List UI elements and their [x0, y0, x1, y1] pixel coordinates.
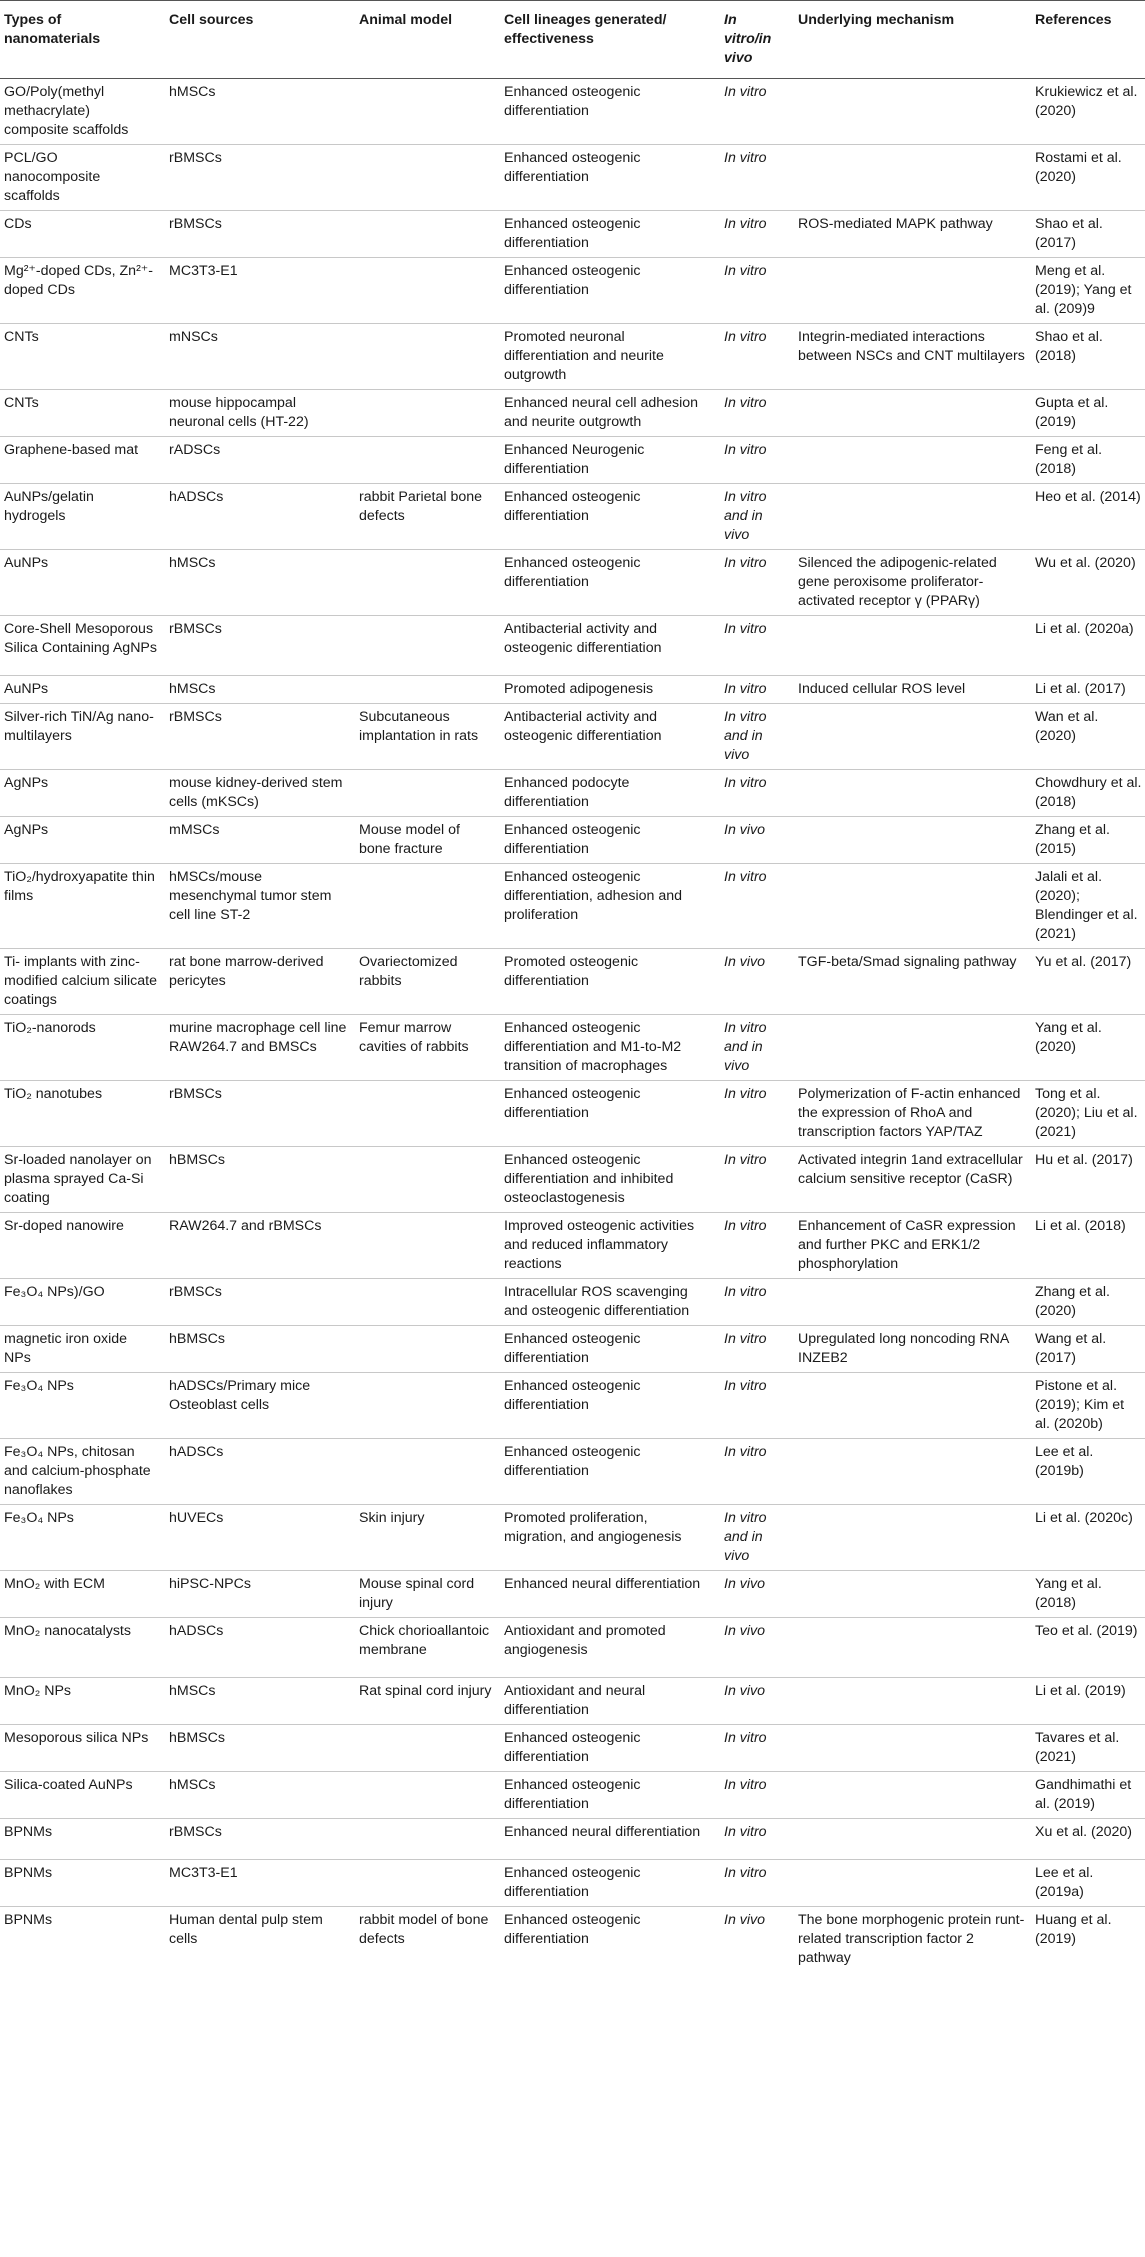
- cell-lineage: Antibacterial activity and osteogenic differentiation: [500, 616, 720, 676]
- cell-mode: In vitro: [720, 211, 794, 258]
- cell-refs: Zhang et al. (2020): [1031, 1279, 1145, 1326]
- cell-refs: Xu et al. (2020): [1031, 1819, 1145, 1860]
- table-row: [0, 390, 1145, 437]
- cell-mechanism: [794, 1439, 1031, 1505]
- cell-mode: In vitro: [720, 1819, 794, 1860]
- table-row: [0, 1819, 1145, 1860]
- cell-source: hADSCs: [165, 1439, 355, 1505]
- cell-lineage: Enhanced osteogenic differentiation and M1-to-M2 transition of macrophages: [500, 1015, 720, 1081]
- cell-animal: Mouse spinal cord injury: [355, 1571, 500, 1618]
- cell-refs: Pistone et al. (2019); Kim et al. (2020b): [1031, 1373, 1145, 1439]
- table-row: [0, 484, 1145, 550]
- cell-mode: In vitro: [720, 864, 794, 949]
- table-row: [0, 1618, 1145, 1678]
- cell-mechanism: [794, 616, 1031, 676]
- cell-type: Sr-doped nanowire: [0, 1213, 165, 1279]
- table-row: [0, 704, 1145, 770]
- cell-type: MnO₂ with ECM: [0, 1571, 165, 1618]
- cell-mechanism: [794, 1618, 1031, 1678]
- cell-mode: In vitro: [720, 1373, 794, 1439]
- table-row: [0, 1373, 1145, 1439]
- cell-lineage: Promoted adipogenesis: [500, 676, 720, 704]
- cell-refs: Feng et al. (2018): [1031, 437, 1145, 484]
- cell-lineage: Antioxidant and neural differentiation: [500, 1678, 720, 1725]
- cell-animal: [355, 1439, 500, 1505]
- cell-lineage: Enhanced osteogenic differentiation: [500, 817, 720, 864]
- cell-lineage: Enhanced osteogenic differentiation, adhesion and proliferation: [500, 864, 720, 949]
- table-body: [0, 79, 1145, 1973]
- header-in-vitro-in-vivo: In vitro/in vivo: [720, 1, 794, 79]
- cell-refs: Chowdhury et al. (2018): [1031, 770, 1145, 817]
- cell-animal: [355, 145, 500, 211]
- cell-animal: [355, 1860, 500, 1907]
- cell-refs: Li et al. (2020c): [1031, 1505, 1145, 1571]
- cell-lineage: Intracellular ROS scavenging and osteogenic differentiation: [500, 1279, 720, 1326]
- cell-refs: Zhang et al. (2015): [1031, 817, 1145, 864]
- cell-animal: rabbit Parietal bone defects: [355, 484, 500, 550]
- cell-refs: Jalali et al. (2020); Blendinger et al. (2021): [1031, 864, 1145, 949]
- cell-refs: Gupta et al. (2019): [1031, 390, 1145, 437]
- cell-animal: [355, 258, 500, 324]
- cell-lineage: Antibacterial activity and osteogenic differentiation: [500, 704, 720, 770]
- cell-refs: Meng et al. (2019); Yang et al. (209)9: [1031, 258, 1145, 324]
- cell-mode: In vivo: [720, 1678, 794, 1725]
- cell-mechanism: Integrin-mediated interactions between NSCs and CNT multilayers: [794, 324, 1031, 390]
- cell-lineage: Enhanced osteogenic differentiation: [500, 1373, 720, 1439]
- cell-mode: In vivo: [724, 1912, 766, 1928]
- cell-type: Sr-loaded nanolayer on plasma sprayed Ca-Si coating: [0, 1147, 165, 1213]
- cell-type: CNTs: [0, 324, 165, 390]
- cell-refs: Hu et al. (2017): [1031, 1147, 1145, 1213]
- cell-type: magnetic iron oxide NPs: [0, 1326, 165, 1373]
- cell-refs: Lee et al. (2019b): [1031, 1439, 1145, 1505]
- cell-lineage: Enhanced osteogenic differentiation: [500, 1326, 720, 1373]
- cell-source: hMSCs/mouse mesenchymal tumor stem cell line ST-2: [165, 864, 355, 949]
- cell-type: Silver-rich TiN/Ag nano-multilayers: [0, 704, 165, 770]
- cell-source: rBMSCs: [165, 1081, 355, 1147]
- cell-mechanism: Enhancement of CaSR expression and further PKC and ERK1/2 phosphorylation: [794, 1213, 1031, 1279]
- cell-source: rBMSCs: [165, 1279, 355, 1326]
- cell-lineage: Enhanced osteogenic differentiation: [500, 484, 720, 550]
- header-cell-lineages: Cell lineages generated/ effectiveness: [500, 1, 720, 79]
- cell-source: hADSCs: [165, 1618, 355, 1678]
- cell-lineage: Enhanced neural differentiation: [500, 1571, 720, 1618]
- cell-mechanism: [794, 1373, 1031, 1439]
- cell-type: Fe₃O₄ NPs: [0, 1373, 165, 1439]
- cell-mode: In vitro: [720, 437, 794, 484]
- cell-type: Core-Shell Mesoporous Silica Containing AgNPs: [0, 616, 165, 676]
- cell-mode: In vitro: [720, 676, 794, 704]
- cell-mode: In vitro: [720, 1279, 794, 1326]
- cell-refs: Krukiewicz et al. (2020): [1031, 79, 1145, 145]
- cell-refs: Li et al. (2018): [1031, 1213, 1145, 1279]
- cell-type: Silica-coated AuNPs: [0, 1772, 165, 1819]
- cell-mode: In vitro: [720, 390, 794, 437]
- table-row: [0, 1725, 1145, 1772]
- cell-mechanism: [794, 770, 1031, 817]
- cell-source: rBMSCs: [165, 1819, 355, 1860]
- cell-source: rBMSCs: [165, 704, 355, 770]
- cell-source: hBMSCs: [165, 1147, 355, 1213]
- cell-refs: Li et al. (2020a): [1031, 616, 1145, 676]
- cell-source: rBMSCs: [165, 211, 355, 258]
- cell-type: Ti- implants with zinc-modified calcium silicate coatings: [0, 949, 165, 1015]
- header-animal-model: Animal model: [355, 1, 500, 79]
- cell-source: hUVECs: [165, 1505, 355, 1571]
- table-row: [0, 79, 1145, 145]
- table-row: [0, 550, 1145, 616]
- cell-mode: In vitro: [720, 550, 794, 616]
- cell-mode: In vitro: [720, 324, 794, 390]
- cell-lineage: Enhanced osteogenic differentiation: [500, 1439, 720, 1505]
- cell-lineage: Enhanced osteogenic differentiation and inhibited osteoclastogenesis: [500, 1147, 720, 1213]
- cell-source: rADSCs: [165, 437, 355, 484]
- cell-refs: Gandhimathi et al. (2019): [1031, 1772, 1145, 1819]
- cell-type: MnO₂ NPs: [0, 1678, 165, 1725]
- cell-mode: In vivo: [720, 817, 794, 864]
- cell-animal: [355, 1081, 500, 1147]
- table-row: [0, 1213, 1145, 1279]
- cell-mechanism: [794, 1725, 1031, 1772]
- header-types: Types of nanomaterials: [0, 1, 165, 79]
- cell-mode: In vitro: [720, 1725, 794, 1772]
- cell-type: AgNPs: [0, 770, 165, 817]
- table-row: [0, 1860, 1145, 1907]
- cell-type: Fe₃O₄ NPs)/GO: [0, 1279, 165, 1326]
- cell-refs: Li et al. (2019): [1031, 1678, 1145, 1725]
- cell-animal: Mouse model of bone fracture: [355, 817, 500, 864]
- cell-animal: [355, 1213, 500, 1279]
- cell-source: hADSCs/Primary mice Osteoblast cells: [165, 1373, 355, 1439]
- cell-lineage: Enhanced Neurogenic differentiation: [500, 437, 720, 484]
- table-row: [0, 676, 1145, 704]
- cell-mechanism: [794, 390, 1031, 437]
- cell-animal: [355, 676, 500, 704]
- table-row: [0, 1678, 1145, 1725]
- cell-mechanism: [794, 1571, 1031, 1618]
- cell-mechanism: [794, 258, 1031, 324]
- cell-mechanism: Upregulated long noncoding RNA INZEB2: [794, 1326, 1031, 1373]
- cell-type: TiO₂/hydroxyapatite thin films: [0, 864, 165, 949]
- cell-mechanism: [794, 1015, 1031, 1081]
- cell-mechanism: TGF-beta/Smad signaling pathway: [794, 949, 1031, 1015]
- table-row: [0, 437, 1145, 484]
- cell-mechanism: [794, 145, 1031, 211]
- cell-mode: In vitro: [720, 1213, 794, 1279]
- table-row: [0, 1326, 1145, 1373]
- cell-lineage: Enhanced osteogenic differentiation: [500, 145, 720, 211]
- cell-type: Graphene-based mat: [0, 437, 165, 484]
- cell-source: mouse kidney-derived stem cells (mKSCs): [165, 770, 355, 817]
- cell-lineage: Antioxidant and promoted angiogenesis: [500, 1618, 720, 1678]
- cell-mechanism: [794, 817, 1031, 864]
- cell-refs: Shao et al. (2018): [1031, 324, 1145, 390]
- cell-mechanism: Induced cellular ROS level: [794, 676, 1031, 704]
- cell-type: AuNPs: [0, 550, 165, 616]
- cell-lineage: Enhanced osteogenic differentiation: [500, 79, 720, 145]
- cell-mechanism: [794, 864, 1031, 949]
- cell-refs: Wang et al. (2017): [1031, 1326, 1145, 1373]
- cell-lineage: Enhanced osteogenic differentiation: [500, 1860, 720, 1907]
- cell-animal: [355, 616, 500, 676]
- cell-type: AuNPs/gelatin hydrogels: [0, 484, 165, 550]
- cell-animal: Ovariectomized rabbits: [355, 949, 500, 1015]
- cell-source: rat bone marrow-derived pericytes: [165, 949, 355, 1015]
- cell-mechanism: [794, 1860, 1031, 1907]
- cell-animal: [355, 211, 500, 258]
- cell-refs: Yang et al. (2018): [1031, 1571, 1145, 1618]
- cell-source: hMSCs: [165, 550, 355, 616]
- header-row: [0, 1, 1145, 79]
- cell-refs: Tong et al. (2020); Liu et al. (2021): [1031, 1081, 1145, 1147]
- cell-mode: In vivo: [720, 1618, 794, 1678]
- cell-mechanism: [794, 704, 1031, 770]
- cell-animal: [355, 864, 500, 949]
- cell-source: mouse hippocampal neuronal cells (HT-22): [165, 390, 355, 437]
- cell-lineage: Promoted proliferation, migration, and angiogenesis: [500, 1505, 720, 1571]
- table-row: [0, 770, 1145, 817]
- cell-animal: Rat spinal cord injury: [355, 1678, 500, 1725]
- cell-mechanism: ROS-mediated MAPK pathway: [794, 211, 1031, 258]
- cell-type: TiO₂ nanotubes: [0, 1081, 165, 1147]
- cell-type: PCL/GO nanocomposite scaffolds: [0, 145, 165, 211]
- cell-source: Human dental pulp stem cells: [169, 1912, 323, 1947]
- cell-mechanism: Silenced the adipogenic-related gene peroxisome proliferator-activated receptor γ (PPARγ): [794, 550, 1031, 616]
- cell-mode: In vitro: [720, 1081, 794, 1147]
- cell-lineage: Enhanced osteogenic differentiation: [500, 1081, 720, 1147]
- cell-source: hMSCs: [165, 1678, 355, 1725]
- cell-lineage: Improved osteogenic activities and reduced inflammatory reactions: [500, 1213, 720, 1279]
- cell-type: BPNMs: [0, 1860, 165, 1907]
- cell-type: Fe₃O₄ NPs, chitosan and calcium-phosphate nanoflakes: [0, 1439, 165, 1505]
- cell-lineage: Enhanced podocyte differentiation: [500, 770, 720, 817]
- cell-animal: rabbit model of bone defects: [359, 1912, 489, 1947]
- cell-source: rBMSCs: [165, 616, 355, 676]
- cell-mechanism: The bone morphogenic protein runt-related transcription factor 2 pathway: [798, 1912, 1025, 1966]
- table-row: [0, 1907, 1145, 1973]
- cell-mode: In vitro and in vivo: [720, 484, 794, 550]
- table-row: [0, 324, 1145, 390]
- cell-animal: [355, 1373, 500, 1439]
- cell-mechanism: Polymerization of F-actin enhanced the expression of RhoA and transcription factors YAP/TAZ: [794, 1081, 1031, 1147]
- cell-mode: In vitro: [720, 1860, 794, 1907]
- cell-lineage: Enhanced neural cell adhesion and neurite outgrowth: [500, 390, 720, 437]
- cell-mode: In vitro: [720, 145, 794, 211]
- cell-animal: [355, 437, 500, 484]
- cell-animal: Chick chorioallantoic membrane: [355, 1618, 500, 1678]
- cell-animal: [355, 1819, 500, 1860]
- cell-mode: In vitro: [720, 1147, 794, 1213]
- header-mechanism: Underlying mechanism: [794, 1, 1031, 79]
- cell-mode: In vitro: [720, 1772, 794, 1819]
- table-row: [0, 949, 1145, 1015]
- cell-mode: In vitro: [720, 1439, 794, 1505]
- cell-source: hADSCs: [165, 484, 355, 550]
- table-row: [0, 1279, 1145, 1326]
- cell-animal: [355, 390, 500, 437]
- header-references: References: [1031, 1, 1145, 79]
- cell-source: hiPSC-NPCs: [165, 1571, 355, 1618]
- cell-animal: [355, 79, 500, 145]
- table-row: [0, 1147, 1145, 1213]
- cell-refs: Heo et al. (2014): [1031, 484, 1145, 550]
- cell-mode: In vitro: [720, 616, 794, 676]
- cell-animal: [355, 1725, 500, 1772]
- table-row: [0, 1505, 1145, 1571]
- table-row: [0, 1015, 1145, 1081]
- cell-mode: In vivo: [720, 949, 794, 1015]
- table-row: [0, 258, 1145, 324]
- table-row: [0, 864, 1145, 949]
- cell-refs: Lee et al. (2019a): [1031, 1860, 1145, 1907]
- cell-type: Fe₃O₄ NPs: [0, 1505, 165, 1571]
- cell-refs: Huang et al. (2019): [1035, 1912, 1112, 1947]
- cell-mechanism: [794, 484, 1031, 550]
- cell-animal: [355, 1279, 500, 1326]
- cell-source: MC3T3-E1: [165, 1860, 355, 1907]
- cell-mode: In vitro: [720, 258, 794, 324]
- cell-type: GO/Poly(methyl methacrylate) composite scaffolds: [0, 79, 165, 145]
- cell-animal: [355, 770, 500, 817]
- cell-mode: In vitro and in vivo: [720, 1505, 794, 1571]
- cell-mechanism: [794, 1678, 1031, 1725]
- cell-type: MnO₂ nanocatalysts: [0, 1618, 165, 1678]
- cell-source: hBMSCs: [165, 1326, 355, 1373]
- cell-refs: Rostami et al. (2020): [1031, 145, 1145, 211]
- cell-animal: [355, 1772, 500, 1819]
- cell-source: hMSCs: [165, 676, 355, 704]
- cell-lineage: Enhanced neural differentiation: [500, 1819, 720, 1860]
- cell-source: rBMSCs: [165, 145, 355, 211]
- cell-type: Mg²⁺-doped CDs, Zn²⁺-doped CDs: [0, 258, 165, 324]
- cell-animal: [355, 550, 500, 616]
- cell-mode: In vivo: [720, 1571, 794, 1618]
- cell-type: TiO₂-nanorods: [0, 1015, 165, 1081]
- cell-mechanism: [794, 1772, 1031, 1819]
- cell-source: mNSCs: [165, 324, 355, 390]
- cell-animal: [355, 1326, 500, 1373]
- cell-source: mMSCs: [165, 817, 355, 864]
- table-row: [0, 817, 1145, 864]
- cell-type: BPNMs: [4, 1912, 53, 1928]
- table-row: [0, 616, 1145, 676]
- cell-lineage: Enhanced osteogenic differentiation: [500, 211, 720, 258]
- table-row: [0, 1571, 1145, 1618]
- cell-refs: Li et al. (2017): [1031, 676, 1145, 704]
- cell-source: hMSCs: [165, 1772, 355, 1819]
- cell-refs: Yang et al. (2020): [1031, 1015, 1145, 1081]
- header-cell-sources: Cell sources: [165, 1, 355, 79]
- cell-refs: Wan et al. (2020): [1031, 704, 1145, 770]
- table-row: [0, 1081, 1145, 1147]
- cell-type: Mesoporous silica NPs: [0, 1725, 165, 1772]
- cell-type: AgNPs: [0, 817, 165, 864]
- cell-type: BPNMs: [0, 1819, 165, 1860]
- cell-animal: Skin injury: [355, 1505, 500, 1571]
- table-header: [0, 1, 1145, 79]
- cell-source: hMSCs: [165, 79, 355, 145]
- table-row: [0, 145, 1145, 211]
- cell-mechanism: [794, 79, 1031, 145]
- table-row: [0, 1439, 1145, 1505]
- cell-lineage: Enhanced osteogenic differentiation: [504, 1912, 641, 1947]
- cell-mechanism: Activated integrin 1and extracellular calcium sensitive receptor (CaSR): [794, 1147, 1031, 1213]
- cell-source: hBMSCs: [165, 1725, 355, 1772]
- cell-lineage: Enhanced osteogenic differentiation: [500, 550, 720, 616]
- cell-refs: Teo et al. (2019): [1031, 1618, 1145, 1678]
- table-row: [0, 1772, 1145, 1819]
- cell-mode: In vitro: [720, 770, 794, 817]
- cell-source: murine macrophage cell line RAW264.7 and BMSCs: [165, 1015, 355, 1081]
- cell-mechanism: [794, 1819, 1031, 1860]
- cell-refs: Shao et al. (2017): [1031, 211, 1145, 258]
- cell-refs: Wu et al. (2020): [1031, 550, 1145, 616]
- cell-mechanism: [794, 1505, 1031, 1571]
- cell-animal: Femur marrow cavities of rabbits: [355, 1015, 500, 1081]
- cell-lineage: Promoted neuronal differentiation and neurite outgrowth: [500, 324, 720, 390]
- cell-lineage: Enhanced osteogenic differentiation: [500, 258, 720, 324]
- cell-source: RAW264.7 and rBMSCs: [165, 1213, 355, 1279]
- table-row: [0, 211, 1145, 258]
- cell-source: MC3T3-E1: [165, 258, 355, 324]
- cell-mode: In vitro: [720, 1326, 794, 1373]
- cell-mode: In vitro and in vivo: [720, 704, 794, 770]
- cell-type: CNTs: [0, 390, 165, 437]
- cell-refs: Yu et al. (2017): [1031, 949, 1145, 1015]
- cell-mode: In vitro and in vivo: [720, 1015, 794, 1081]
- cell-type: AuNPs: [0, 676, 165, 704]
- cell-animal: [355, 1147, 500, 1213]
- cell-mechanism: [794, 437, 1031, 484]
- cell-type: CDs: [0, 211, 165, 258]
- cell-refs: Tavares et al. (2021): [1031, 1725, 1145, 1772]
- cell-lineage: Enhanced osteogenic differentiation: [500, 1772, 720, 1819]
- cell-lineage: Promoted osteogenic differentiation: [500, 949, 720, 1015]
- cell-mechanism: [794, 1279, 1031, 1326]
- cell-animal: Subcutaneous implantation in rats: [355, 704, 500, 770]
- cell-mode: In vitro: [720, 79, 794, 145]
- cell-lineage: Enhanced osteogenic differentiation: [500, 1725, 720, 1772]
- cell-animal: [355, 324, 500, 390]
